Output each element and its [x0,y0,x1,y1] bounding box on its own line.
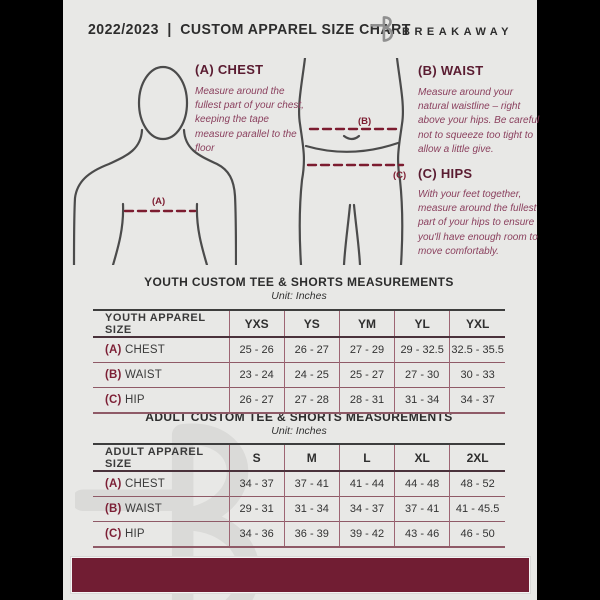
waist-marker-label: (B) [358,116,372,127]
value-cell: 34 - 37 [339,497,394,522]
youth-waist-row [93,363,505,388]
adult-size-m: M [284,444,339,471]
youth-size-label: YOUTH APPAREL SIZE [105,311,206,336]
adult-size-2xl: 2XL [450,444,505,471]
value-cell: 28 - 31 [339,388,394,414]
youth-size-ys: YS [284,310,339,337]
brand-lockup [371,15,513,48]
waist-instructions: Measure around your natural waistline – right above your hips. Be careful not to squeeze too tight to allow a little give. [418,87,540,155]
waist-heading: (B) WAIST [418,63,484,78]
adult-size-s: S [229,444,284,471]
value-cell: 25 - 27 [339,363,394,388]
value-cell: 27 - 28 [284,388,339,414]
hips-marker-label: (C) [393,170,407,181]
value-cell: 39 - 42 [339,522,394,548]
value-cell: 43 - 46 [395,522,450,548]
youth-size-table [93,309,505,414]
value-cell: 30 - 33 [450,363,505,388]
youth-table-unit: Unit: Inches [271,290,327,302]
value-cell: 48 - 52 [450,471,505,497]
value-cell: 34 - 37 [450,388,505,414]
adult-size-table [93,443,505,548]
value-cell: 29 - 32.5 [395,337,450,363]
adult-hip-row [93,522,505,548]
value-cell: 29 - 31 [229,497,284,522]
row-label: WAIST [124,369,162,381]
adult-table-title: ADULT CUSTOM TEE & SHORTS MEASUREMENTS [145,410,453,424]
value-cell: 46 - 50 [450,522,505,548]
value-cell: 27 - 30 [395,363,450,388]
footer-bar [71,557,530,593]
value-cell: 37 - 41 [284,471,339,497]
flyer-page [63,0,540,600]
row-label: CHEST [124,344,165,356]
youth-size-yxs: YXS [229,310,284,337]
youth-size-ym: YM [339,310,394,337]
value-cell: 41 - 45.5 [450,497,505,522]
youth-hip-row [93,388,505,414]
row-prefix: (A) [105,478,122,490]
value-cell: 26 - 27 [229,388,284,414]
row-label: WAIST [124,503,162,515]
adult-size-xl: XL [395,444,450,471]
row-label: HIP [124,528,145,540]
hips-instructions: With your feet together, measure around the fullest part of your hips to ensure you'll have enough room to move comfortably. [418,189,538,257]
youth-header-row [93,310,505,337]
youth-size-yl: YL [395,310,450,337]
hips-heading: (C) HIPS [418,166,473,181]
adult-table-unit: Unit: Inches [271,425,327,437]
adult-size-l: L [339,444,394,471]
chest-heading: (A) CHEST [195,62,264,77]
title-separator: | [167,21,172,38]
row-prefix: (B) [105,369,122,381]
row-label: CHEST [124,478,165,490]
chest-instructions: Measure around the fullest part of your chest, keeping the tape measure parallel to the floor [195,86,304,154]
youth-chest-row [93,337,505,363]
value-cell: 32.5 - 35.5 [450,337,505,363]
chest-marker-label: (A) [152,196,166,207]
adult-waist-row [93,497,505,522]
adult-size-label: ADULT APPAREL SIZE [105,445,204,470]
row-prefix: (C) [105,528,122,540]
value-cell: 26 - 27 [284,337,339,363]
breakaway-logo-icon [371,15,395,48]
value-cell: 31 - 34 [284,497,339,522]
title-main: CUSTOM APPAREL SIZE CHART [180,21,411,38]
youth-size-yxl: YXL [450,310,505,337]
youth-table-title: YOUTH CUSTOM TEE & SHORTS MEASUREMENTS [144,275,454,289]
brand-name: BREAKAWAY [402,25,513,38]
title-year: 2022/2023 [88,21,159,38]
value-cell: 27 - 29 [339,337,394,363]
value-cell: 44 - 48 [395,471,450,497]
row-prefix: (B) [105,503,122,515]
adult-chest-row [93,471,505,497]
row-label: HIP [124,394,145,406]
row-prefix: (C) [105,394,122,406]
value-cell: 31 - 34 [395,388,450,414]
value-cell: 23 - 24 [229,363,284,388]
value-cell: 37 - 41 [395,497,450,522]
row-prefix: (A) [105,344,122,356]
value-cell: 36 - 39 [284,522,339,548]
value-cell: 24 - 25 [284,363,339,388]
value-cell: 34 - 37 [229,471,284,497]
value-cell: 25 - 26 [229,337,284,363]
page-title [88,21,411,38]
adult-header-row [93,444,505,471]
value-cell: 34 - 36 [229,522,284,548]
value-cell: 41 - 44 [339,471,394,497]
